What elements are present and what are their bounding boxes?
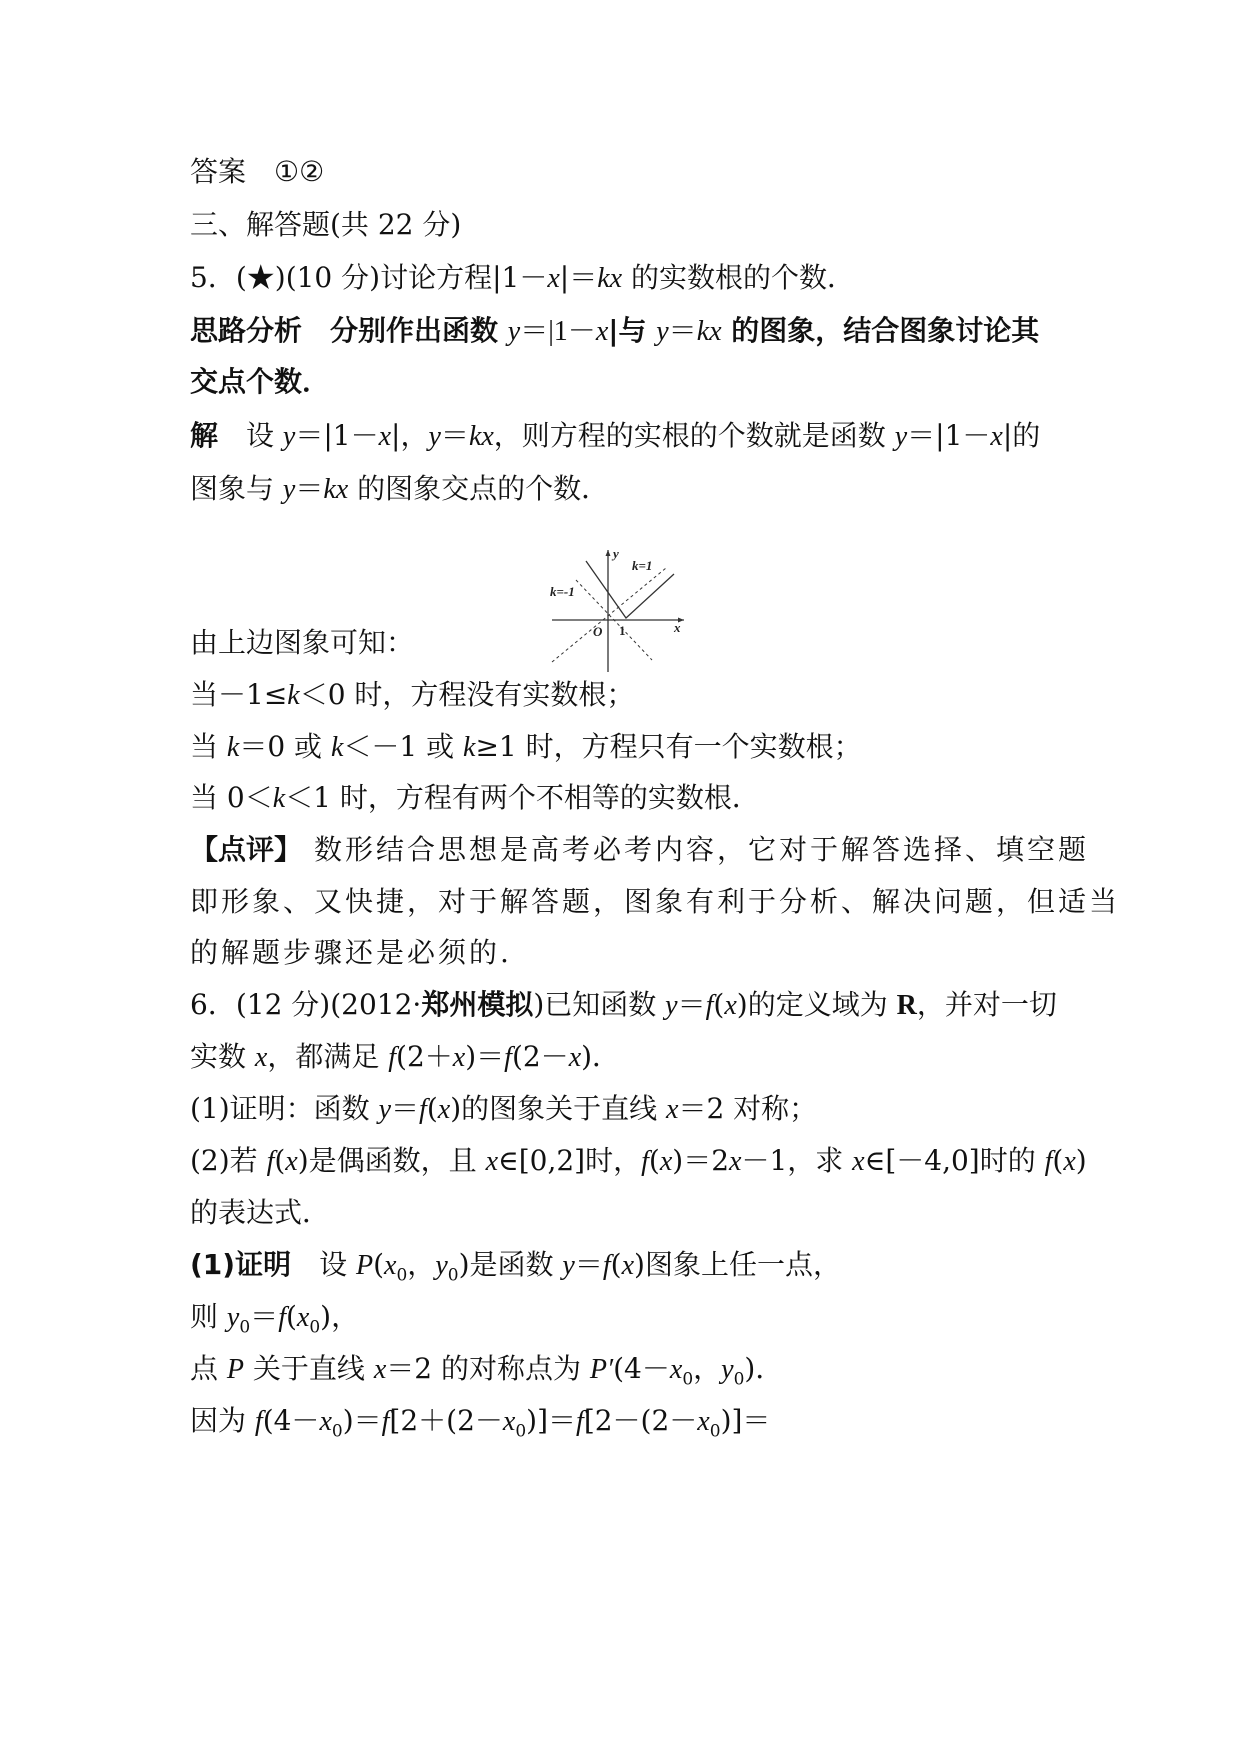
- question-text: )＝: [465, 1040, 505, 1073]
- proof-text: ＝: [574, 1248, 603, 1281]
- math-var: y: [378, 1094, 392, 1125]
- solution-label: 解: [190, 419, 219, 452]
- math-var: f: [381, 1406, 390, 1437]
- question-6-line-1: [190, 985, 1057, 1026]
- solution-text: |的: [1002, 419, 1041, 452]
- math-var: kx: [468, 421, 494, 452]
- comment-label: 【点评】: [190, 833, 303, 866]
- graph-figure: [548, 548, 692, 678]
- question-text: ，并对一切: [916, 988, 1057, 1021]
- conclusion-text: ≥1 时，方程只有一个实数根；: [475, 730, 862, 763]
- conclusion-case-2: [190, 727, 862, 768]
- question-6-part-2: [190, 1141, 1087, 1182]
- question-text: (2－: [511, 1040, 569, 1073]
- subscript: 0: [331, 1421, 343, 1442]
- question-text: 的实数根的个数．: [622, 261, 855, 294]
- math-var: y: [282, 474, 296, 505]
- subscript: 0: [239, 1317, 251, 1338]
- question-source: (2012·: [330, 988, 422, 1021]
- comment-text: 数形结合思想是高考必考内容，它对于解答选择、填空题: [314, 833, 1090, 866]
- conclusion-text: ＜1 时，方程有两个不相等的实数根．: [285, 781, 760, 814]
- conclusion-text: 当: [190, 730, 227, 763]
- proof-label: (1)证明: [190, 1248, 292, 1281]
- proof-text: )]＝: [526, 1404, 577, 1437]
- proof-text: )是函数: [458, 1248, 563, 1281]
- proof-text: 设: [319, 1248, 356, 1281]
- solution-text: ＝: [295, 472, 324, 505]
- math-var: x: [724, 990, 737, 1021]
- proof-text: ＝: [250, 1300, 279, 1333]
- math-var: x: [373, 1354, 387, 1385]
- question-6-part-1: [190, 1089, 817, 1130]
- question-source: 郑州模拟: [421, 988, 534, 1021]
- question-text: ＝2 对称；: [678, 1092, 818, 1125]
- math-var: x: [437, 1094, 451, 1125]
- math-var: x: [729, 1146, 742, 1177]
- section-heading: 三、解答题(共 22 分): [190, 208, 462, 241]
- math-var: x: [452, 1042, 466, 1073]
- question-text: ): [1075, 1144, 1087, 1177]
- conclusion-text: ＜－1 或: [343, 730, 464, 763]
- label-km1: k=-1: [550, 584, 575, 599]
- solution-text: 图象与: [190, 472, 283, 505]
- solution-line-1: [190, 416, 1040, 457]
- question-text: )＝2: [672, 1144, 730, 1177]
- math-var: x: [697, 1406, 710, 1437]
- math-var: y: [721, 1354, 734, 1385]
- question-6-part-2-cont: 的表达式．: [190, 1196, 331, 1229]
- label-origin: O: [593, 624, 603, 639]
- answer-line: [190, 152, 324, 192]
- question-points: (10 分): [285, 261, 381, 294]
- comment-line-3: 的解题步骤还是必须的.: [190, 936, 512, 969]
- question-text: )的图象关于直线: [450, 1092, 667, 1125]
- proof-line-1: [190, 1245, 841, 1286]
- math-var: k: [272, 783, 286, 814]
- math-var: P: [226, 1354, 245, 1385]
- math-var: R: [896, 990, 917, 1021]
- proof-text: (4－: [613, 1352, 670, 1385]
- question-text: ＝: [391, 1092, 420, 1125]
- subscript: 0: [396, 1265, 408, 1286]
- question-number: 5．: [190, 261, 236, 294]
- math-var: kx: [597, 263, 623, 294]
- label-k1: k=1: [632, 558, 653, 573]
- math-var: y: [507, 316, 521, 347]
- abs-graph-line: [586, 561, 674, 618]
- answer-label: 答案: [190, 155, 247, 188]
- math-var: x: [669, 1354, 683, 1385]
- math-var: x: [485, 1146, 498, 1177]
- solution-text: 设: [246, 419, 283, 452]
- conclusion-text: ＜0 时，方程没有实数根；: [299, 678, 635, 711]
- question-text: (: [648, 1144, 660, 1177]
- comment-line-1: [190, 830, 1089, 870]
- math-var: y: [282, 421, 296, 452]
- proof-line-3: [190, 1349, 783, 1390]
- math-var: y: [665, 990, 678, 1021]
- math-var: y: [226, 1302, 240, 1333]
- question-text: ∈[－4,0]时的: [864, 1144, 1045, 1177]
- proof-line-4: [190, 1401, 770, 1442]
- proof-text: ，: [407, 1248, 436, 1281]
- subscript: 0: [309, 1317, 321, 1338]
- math-var: x: [319, 1406, 332, 1437]
- answer-value: ①②: [274, 155, 325, 188]
- proof-text: (: [285, 1300, 297, 1333]
- question-text: 已知函数: [544, 988, 666, 1021]
- subscript: 0: [515, 1421, 527, 1442]
- math-var: P′: [589, 1354, 614, 1385]
- solution-text: |，: [391, 419, 429, 452]
- question-text: |＝: [559, 261, 598, 294]
- question-text: ∈[0,2]时，: [498, 1144, 642, 1177]
- question-text: (: [426, 1092, 438, 1125]
- question-number: 6．: [190, 988, 236, 1021]
- proof-text: 则: [190, 1300, 227, 1333]
- question-text: (: [274, 1144, 286, 1177]
- math-var: x: [254, 1042, 268, 1073]
- question-text: )是偶函数，且: [297, 1144, 486, 1177]
- math-var: f: [576, 1406, 584, 1437]
- proof-text: [2＋(2－: [389, 1404, 503, 1437]
- proof-text: 因为: [190, 1404, 255, 1437]
- subscript: 0: [447, 1265, 459, 1286]
- question-text: (1)证明：函数: [190, 1092, 379, 1125]
- math-var: y: [562, 1250, 575, 1281]
- question-text: 实数: [190, 1040, 255, 1073]
- proof-text: )＝: [342, 1404, 382, 1437]
- conclusion-case-1: [190, 675, 634, 716]
- math-var: kx: [323, 474, 349, 505]
- analysis-text: 的图象，结合图象讨论其: [721, 314, 1040, 347]
- proof-text: )．: [744, 1352, 784, 1385]
- label-y: y: [613, 548, 619, 561]
- math-var: f: [705, 990, 714, 1021]
- proof-text: ＝2 的对称点为: [386, 1352, 590, 1385]
- proof-text: (: [373, 1248, 385, 1281]
- math-var: f: [278, 1302, 286, 1333]
- math-var: f: [602, 1250, 611, 1281]
- proof-text: 关于直线: [244, 1352, 374, 1385]
- conclusion-text: 当－1≤: [190, 678, 288, 711]
- conclusion-intro: 由上边图象可知：: [190, 626, 415, 659]
- math-var: f: [388, 1042, 397, 1073]
- math-var: k: [463, 732, 476, 763]
- math-var: kx: [696, 316, 722, 347]
- label-x: x: [674, 620, 681, 635]
- conclusion-text: ＝0 或: [239, 730, 331, 763]
- math-var: f: [641, 1146, 649, 1177]
- conclusion-text: 当 0＜: [190, 781, 273, 814]
- math-var: k: [287, 680, 300, 711]
- question-text: －1，求: [741, 1144, 853, 1177]
- comment-line-2: 即形象、又快捷，对于解答题，图象有利于分析、解决问题，但适当: [190, 885, 1121, 918]
- question-text: 讨论方程|1－: [380, 261, 548, 294]
- proof-text: (4－: [262, 1404, 320, 1437]
- proof-text: ，: [693, 1352, 722, 1385]
- graph-svg: [548, 548, 692, 678]
- question-6-line-2: [190, 1037, 620, 1078]
- proof-line-2: [190, 1297, 359, 1338]
- math-var: x: [296, 1302, 310, 1333]
- subscript: 0: [709, 1421, 721, 1442]
- math-var: y: [656, 316, 669, 347]
- math-var: x: [502, 1406, 516, 1437]
- question-text: (: [1052, 1144, 1064, 1177]
- solution-text: ＝|1－: [295, 419, 379, 452]
- math-var: x: [547, 263, 560, 294]
- math-var: x: [990, 421, 1003, 452]
- solution-line-2: [190, 469, 609, 510]
- subscript: 0: [733, 1369, 745, 1390]
- solution-text: ，则方程的实根的个数就是函数: [493, 419, 895, 452]
- math-var: f: [266, 1146, 275, 1177]
- analysis-text: |与: [608, 314, 657, 347]
- math-text: ＝|1－: [520, 316, 596, 347]
- math-var: f: [504, 1042, 512, 1073]
- proof-text: )，: [320, 1300, 360, 1333]
- math-var: x: [666, 1094, 679, 1125]
- math-text: ＝: [668, 316, 697, 347]
- question-text: ，都满足: [267, 1040, 389, 1073]
- question-text: (2＋: [396, 1040, 453, 1073]
- question-text: )．: [581, 1040, 621, 1073]
- question-5: [190, 258, 855, 299]
- solution-text: ＝|1－: [907, 419, 991, 452]
- subscript: 0: [682, 1369, 694, 1390]
- question-text: (2)若: [190, 1144, 267, 1177]
- math-var: y: [894, 421, 908, 452]
- solution-text: 的图象交点的个数．: [348, 472, 610, 505]
- math-var: x: [595, 316, 609, 347]
- proof-text: )图象上任一点，: [634, 1248, 841, 1281]
- analysis-text: 分别作出函数: [330, 314, 508, 347]
- proof-text: 点: [190, 1352, 227, 1385]
- analysis-line-1: [190, 311, 1039, 352]
- math-var: f: [1044, 1146, 1053, 1177]
- proof-text: (: [610, 1248, 622, 1281]
- question-source: ): [533, 988, 545, 1021]
- proof-text: )]＝: [720, 1404, 771, 1437]
- math-var: x: [1063, 1146, 1076, 1177]
- y-axis-arrow: [606, 550, 611, 556]
- conclusion-case-3: [190, 778, 760, 819]
- question-text: )的定义域为: [736, 988, 897, 1021]
- math-var: P: [355, 1250, 374, 1281]
- math-var: k: [226, 732, 240, 763]
- proof-text: [2－(2－: [583, 1404, 698, 1437]
- math-var: x: [285, 1146, 298, 1177]
- question-text: ＝: [677, 988, 706, 1021]
- label-one: 1: [619, 623, 626, 638]
- math-var: k: [330, 732, 344, 763]
- math-var: x: [621, 1250, 635, 1281]
- math-var: x: [378, 421, 392, 452]
- math-var: x: [568, 1042, 582, 1073]
- math-var: x: [384, 1250, 397, 1281]
- math-var: f: [254, 1406, 263, 1437]
- question-text: (: [713, 988, 725, 1021]
- solution-text: ＝: [440, 419, 469, 452]
- math-var: x: [852, 1146, 865, 1177]
- question-points: (12 分): [235, 988, 331, 1021]
- analysis-line-2: 交点个数．: [190, 365, 331, 398]
- math-var: y: [428, 421, 441, 452]
- math-var: x: [659, 1146, 673, 1177]
- math-var: f: [419, 1094, 427, 1125]
- math-var: y: [435, 1250, 448, 1281]
- difficulty-star: (★): [235, 261, 286, 294]
- analysis-label: 思路分析: [190, 314, 303, 347]
